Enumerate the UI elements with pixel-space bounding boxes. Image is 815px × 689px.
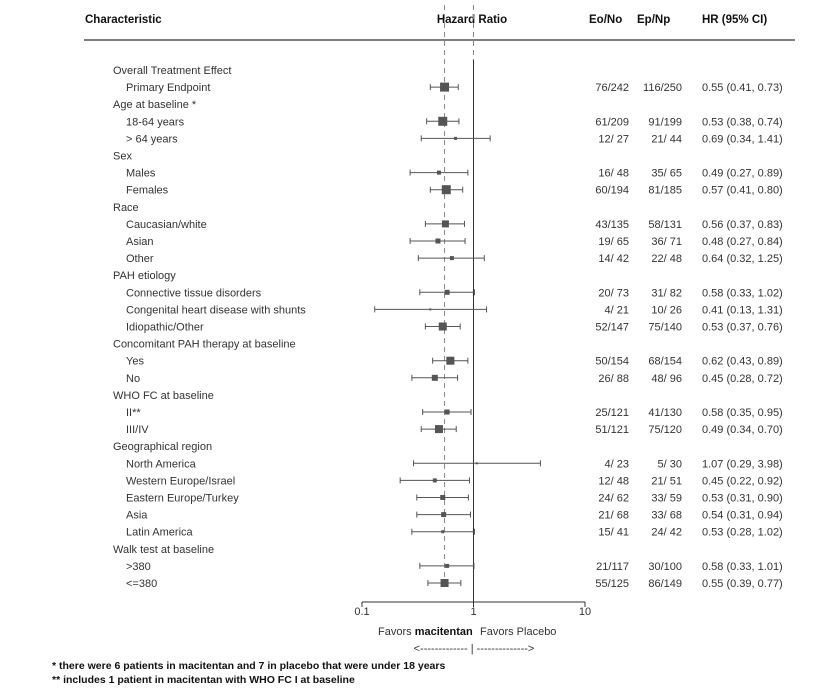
ep-np-value: 21/ 51 xyxy=(651,475,682,488)
group-row xyxy=(113,441,212,453)
row-label: Connective tissue disorders xyxy=(126,287,262,300)
row-label: Males xyxy=(126,167,156,180)
table-row xyxy=(126,510,783,522)
eo-no-value: 24/ 62 xyxy=(598,492,629,505)
row-label: No xyxy=(126,372,141,385)
ep-np-value: 75/120 xyxy=(648,424,682,437)
hr-ci-value: 0.58 (0.35, 0.95) xyxy=(702,407,783,419)
hr-marker xyxy=(439,323,447,331)
group-row xyxy=(113,390,214,402)
favors-left-label xyxy=(378,626,473,638)
group-row xyxy=(113,339,296,351)
ep-np-value: 86/149 xyxy=(648,578,682,590)
row-label: North America xyxy=(126,458,196,471)
row-label: Caucasian/white xyxy=(126,218,207,231)
table-row xyxy=(126,458,783,470)
favors-left-drug: macitentan xyxy=(414,626,473,638)
ep-np-value: 10/ 26 xyxy=(651,304,682,317)
hr-marker xyxy=(442,220,449,227)
hr-ci-value: 0.53 (0.37, 0.76) xyxy=(702,321,783,334)
eo-no-value: 14/ 42 xyxy=(598,253,629,266)
group-row xyxy=(113,99,197,111)
table-row xyxy=(126,287,783,299)
group-label: Walk test at baseline xyxy=(113,543,215,556)
favors-labels xyxy=(378,626,556,655)
table-row xyxy=(126,475,783,487)
header-hr-ci: HR (95% CI) xyxy=(702,14,768,26)
table-row xyxy=(126,236,783,248)
hr-ci-value: 0.48 (0.27, 0.84) xyxy=(702,236,783,248)
eo-no-value: 60/194 xyxy=(595,184,629,197)
eo-no-value: 50/154 xyxy=(595,355,629,368)
hr-ci-value: 0.49 (0.34, 0.70) xyxy=(702,424,783,437)
ep-np-value: 30/100 xyxy=(648,560,682,573)
x-tick-label: 1 xyxy=(470,606,477,618)
row-label: Western Europe/Israel xyxy=(126,475,236,488)
hr-ci-value: 1.07 (0.29, 3.98) xyxy=(702,458,783,471)
hr-marker xyxy=(440,83,449,92)
hr-ci-value: 0.69 (0.34, 1.41) xyxy=(702,133,783,146)
row-label: Congenital heart disease with shunts xyxy=(126,304,306,317)
table-row xyxy=(126,356,783,368)
eo-no-value: 52/147 xyxy=(595,321,629,334)
table-row xyxy=(126,493,783,505)
eo-no-value: 15/ 41 xyxy=(598,526,629,539)
row-label: Females xyxy=(126,184,169,197)
eo-no-value: 19/ 65 xyxy=(598,236,629,248)
group-label: Sex xyxy=(113,150,132,163)
group-label: Age at baseline * xyxy=(113,99,197,112)
hr-marker xyxy=(438,117,447,126)
eo-no-value: 21/ 68 xyxy=(598,509,629,522)
table-row xyxy=(126,82,783,94)
ep-np-value: 33/ 68 xyxy=(651,509,682,522)
table-row xyxy=(126,304,783,316)
row-label: II** xyxy=(126,407,141,419)
eo-no-value: 76/242 xyxy=(595,82,629,95)
hr-ci-value: 0.57 (0.41, 0.80) xyxy=(702,184,783,197)
x-tick-label: 10 xyxy=(578,606,592,618)
header-ep-np: Ep/Np xyxy=(637,14,671,26)
ep-np-value: 5/ 30 xyxy=(657,458,682,471)
hr-marker xyxy=(445,564,449,568)
table-row xyxy=(126,424,783,436)
group-label: WHO FC at baseline xyxy=(113,389,214,402)
eo-no-value: 21/117 xyxy=(596,560,629,573)
header-row xyxy=(85,14,767,26)
eo-no-value: 4/ 21 xyxy=(604,304,629,317)
row-label: <=380 xyxy=(126,578,158,590)
hr-ci-value: 0.53 (0.28, 1.02) xyxy=(702,526,783,539)
favors-left-prefix: Favors xyxy=(378,626,415,638)
table-row xyxy=(126,133,783,145)
group-row xyxy=(113,65,231,77)
table-row xyxy=(126,527,783,539)
hr-marker xyxy=(454,137,457,140)
group-label: Concomitant PAH therapy at baseline xyxy=(113,338,296,351)
eo-no-value: 25/121 xyxy=(595,407,629,419)
row-label: Primary Endpoint xyxy=(126,82,211,95)
table-row xyxy=(126,116,783,128)
header-eo-no: Eo/No xyxy=(589,14,623,26)
eo-no-value: 12/ 48 xyxy=(598,475,629,488)
hr-marker xyxy=(440,495,445,500)
table-row xyxy=(126,373,783,385)
group-label: PAH etiology xyxy=(113,270,176,283)
hr-marker xyxy=(433,478,437,482)
hr-ci-value: 0.56 (0.37, 0.83) xyxy=(702,218,783,231)
hr-marker xyxy=(445,410,450,415)
hr-marker xyxy=(435,425,443,433)
eo-no-value: 43/135 xyxy=(595,218,629,231)
eo-no-value: 16/ 48 xyxy=(598,167,629,180)
ep-np-value: 31/ 82 xyxy=(651,287,682,300)
ep-np-value: 116/250 xyxy=(643,82,682,95)
group-row xyxy=(113,270,176,282)
hr-ci-value: 0.53 (0.38, 0.74) xyxy=(702,116,783,129)
ep-np-value: 58/131 xyxy=(648,218,682,231)
ep-np-value: 36/ 71 xyxy=(651,236,682,248)
hr-ci-value: 0.45 (0.28, 0.72) xyxy=(702,372,783,385)
hr-marker xyxy=(446,357,454,365)
group-label: Race xyxy=(113,201,139,214)
hr-ci-value: 0.41 (0.13, 1.31) xyxy=(702,304,783,317)
hr-marker xyxy=(432,375,438,381)
eo-no-value: 26/ 88 xyxy=(598,372,629,385)
header-characteristic: Characteristic xyxy=(85,14,162,26)
hr-marker xyxy=(435,239,440,244)
footnote-1: * there were 6 patients in macitentan and 7 in placebo that were under 18 years xyxy=(52,660,446,672)
table-row xyxy=(126,168,783,180)
hr-ci-value: 0.49 (0.27, 0.89) xyxy=(702,167,783,180)
row-label: 18-64 years xyxy=(126,116,185,129)
footnote-2: ** includes 1 patient in macitentan with WHO FC I at baseline xyxy=(52,674,355,686)
hr-ci-value: 0.55 (0.41, 0.73) xyxy=(702,82,783,95)
x-tick-label: 0.1 xyxy=(354,606,370,618)
hr-ci-value: 0.45 (0.22, 0.92) xyxy=(702,475,783,488)
ep-np-value: 91/199 xyxy=(648,116,682,129)
row-label: >380 xyxy=(126,560,151,573)
hr-marker xyxy=(442,185,451,194)
ep-np-value: 75/140 xyxy=(648,321,682,334)
eo-no-value: 55/125 xyxy=(595,578,629,590)
hr-marker xyxy=(441,512,446,517)
table-row xyxy=(126,578,783,590)
hr-ci-value: 0.58 (0.33, 1.02) xyxy=(702,287,783,300)
hr-marker xyxy=(476,462,478,464)
hr-marker xyxy=(437,171,441,175)
row-label: Other xyxy=(126,253,154,266)
table-row xyxy=(126,561,783,573)
x-axis xyxy=(354,602,591,618)
group-label: Geographical region xyxy=(113,441,213,454)
hr-ci-value: 0.64 (0.32, 1.25) xyxy=(702,253,783,266)
group-label: Overall Treatment Effect xyxy=(113,65,232,77)
hr-ci-value: 0.62 (0.43, 0.89) xyxy=(702,355,783,368)
eo-no-value: 12/ 27 xyxy=(598,133,629,146)
hr-marker xyxy=(450,256,454,260)
ep-np-value: 33/ 59 xyxy=(651,492,682,505)
row-label: Yes xyxy=(126,355,144,368)
hr-marker xyxy=(445,290,450,295)
row-label: Latin America xyxy=(126,526,193,539)
row-label: > 64 years xyxy=(126,133,178,146)
row-label: III/IV xyxy=(126,424,149,437)
table-rows xyxy=(113,65,783,590)
group-row xyxy=(113,151,132,163)
eo-no-value: 4/ 23 xyxy=(604,458,629,471)
eo-no-value: 61/209 xyxy=(595,116,629,129)
table-row xyxy=(126,253,783,265)
hr-marker xyxy=(441,579,449,587)
row-label: Asian xyxy=(126,236,154,248)
favors-arrow: <------------- | --------------> xyxy=(413,643,535,655)
group-row xyxy=(113,544,214,556)
ep-np-value: 41/130 xyxy=(648,407,682,419)
row-label: Asia xyxy=(126,509,148,522)
reference-lines xyxy=(445,5,474,602)
hr-ci-value: 0.54 (0.31, 0.94) xyxy=(702,509,783,522)
ep-np-value: 24/ 42 xyxy=(651,526,682,539)
ep-np-value: 81/185 xyxy=(648,184,682,197)
table-row xyxy=(126,185,783,197)
hr-ci-value: 0.53 (0.31, 0.90) xyxy=(702,492,783,505)
ep-np-value: 48/ 96 xyxy=(651,372,682,385)
eo-no-value: 20/ 73 xyxy=(598,287,629,300)
ep-np-value: 68/154 xyxy=(648,355,682,368)
hr-marker xyxy=(429,308,431,310)
hr-ci-value: 0.55 (0.39, 0.77) xyxy=(702,578,783,590)
ep-np-value: 35/ 65 xyxy=(651,167,682,180)
header-hazard-ratio: Hazard Ratio xyxy=(436,14,508,26)
table-row xyxy=(126,407,783,419)
group-row xyxy=(113,202,139,214)
table-row xyxy=(126,219,783,231)
row-label: Idiopathic/Other xyxy=(126,321,204,334)
hr-ci-value: 0.58 (0.33, 1.01) xyxy=(702,560,783,573)
ep-np-value: 21/ 44 xyxy=(651,133,682,146)
table-row xyxy=(126,322,783,334)
favors-right-label: Favors Placebo xyxy=(480,626,557,638)
row-label: Eastern Europe/Turkey xyxy=(126,492,239,505)
ep-np-value: 22/ 48 xyxy=(651,253,682,266)
hr-marker xyxy=(441,530,444,533)
eo-no-value: 51/121 xyxy=(595,424,629,437)
